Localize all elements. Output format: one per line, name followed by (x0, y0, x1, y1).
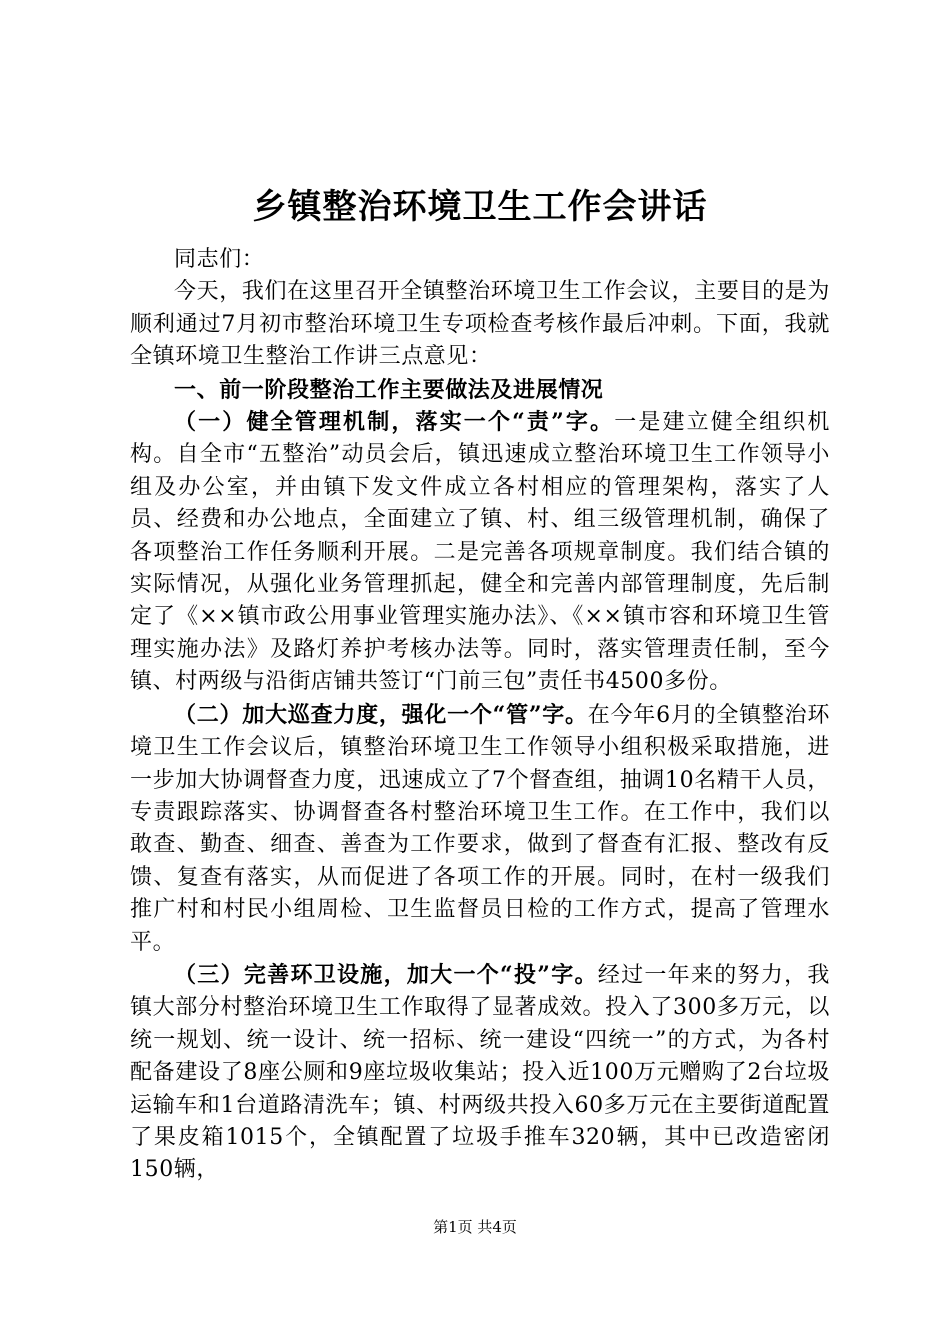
item-body-3: 经过一年来的努力，我镇大部分村整治环境卫生工作取得了显著成效。投入了300多万元，以统一规划、统一设计、统一招标、统一建设“四统一”的方式，为各村配备建设了8座公厕和9座垃圾收集站；投入近100万元赠购了2台垃圾运输车和1台道路清洗车；镇、村两级共投入60多万元在主要街道配置了果皮箱1015个，全镇配置了垃圾手推车320辆，其中已改造密闭150辆， (130, 962, 830, 1183)
item-lead-1: （一）健全管理机制，落实一个“责”字。 (174, 409, 615, 436)
salutation: 同志们： (174, 247, 265, 272)
item-paragraph-1 (130, 406, 830, 699)
document-page (130, 180, 830, 1187)
section-heading-1: 一、前一阶段整治工作主要做法及进展情况 (174, 376, 604, 403)
document-title: 乡镇整治环境卫生工作会讲话 (252, 187, 708, 227)
item-paragraph-2 (130, 699, 830, 959)
item-paragraph-3 (130, 959, 830, 1187)
item-body-2: 在今年6月的全镇整治环境卫生工作会议后，镇整治环境卫生工作领导小组积极采取措施，进一步加大协调督查力度，迅速成立了7个督查组，抽调10名精干人员，专责跟踪落实、协调督查各村整治环境卫生工作。在工作中，我们以敢查、勤查、细查、善查为工作要求，做到了督查有汇报、整改有反馈、复查有落实，从而促进了各项工作的开展。同时，在村一级我们推广村和村民小组周检、卫生监督员日检的工作方式，提高了管理水平。 (130, 702, 830, 955)
intro-paragraph: 今天，我们在这里召开全镇整治环境卫生工作会议，主要目的是为顺利通过7月初市整治环境卫生专项检查考核作最后冲刺。下面，我就全镇环境卫生整治工作讲三点意见： (130, 279, 830, 370)
page-footer: 第1页 共4页 (433, 1218, 517, 1236)
item-lead-2: （二）加大巡查力度，强化一个“管”字。 (174, 701, 588, 728)
item-body-1: 一是建立健全组织机构。自全市“五整治”动员会后，镇迅速成立整治环境卫生工作领导小组及办公室，并由镇下发文件成立各村相应的管理架构，落实了人员、经费和办公地点，全面建立了镇、村、组三级管理机制，确保了各项整治工作任务顺利开展。二是完善各项规章制度。我们结合镇的实际情况，从强化业务管理抓起，健全和完善内部管理制度，先后制定了《××镇市政公用事业管理实施办法》、《××镇市容和环境卫生管理实施办法》及路灯养护考核办法等。同时，落实管理责任制，至今镇、村两级与沿街店铺共签订“门前三包”责任书4500多份。 (130, 410, 830, 695)
item-lead-3: （三）完善环卫设施，加大一个“投”字。 (174, 961, 598, 988)
